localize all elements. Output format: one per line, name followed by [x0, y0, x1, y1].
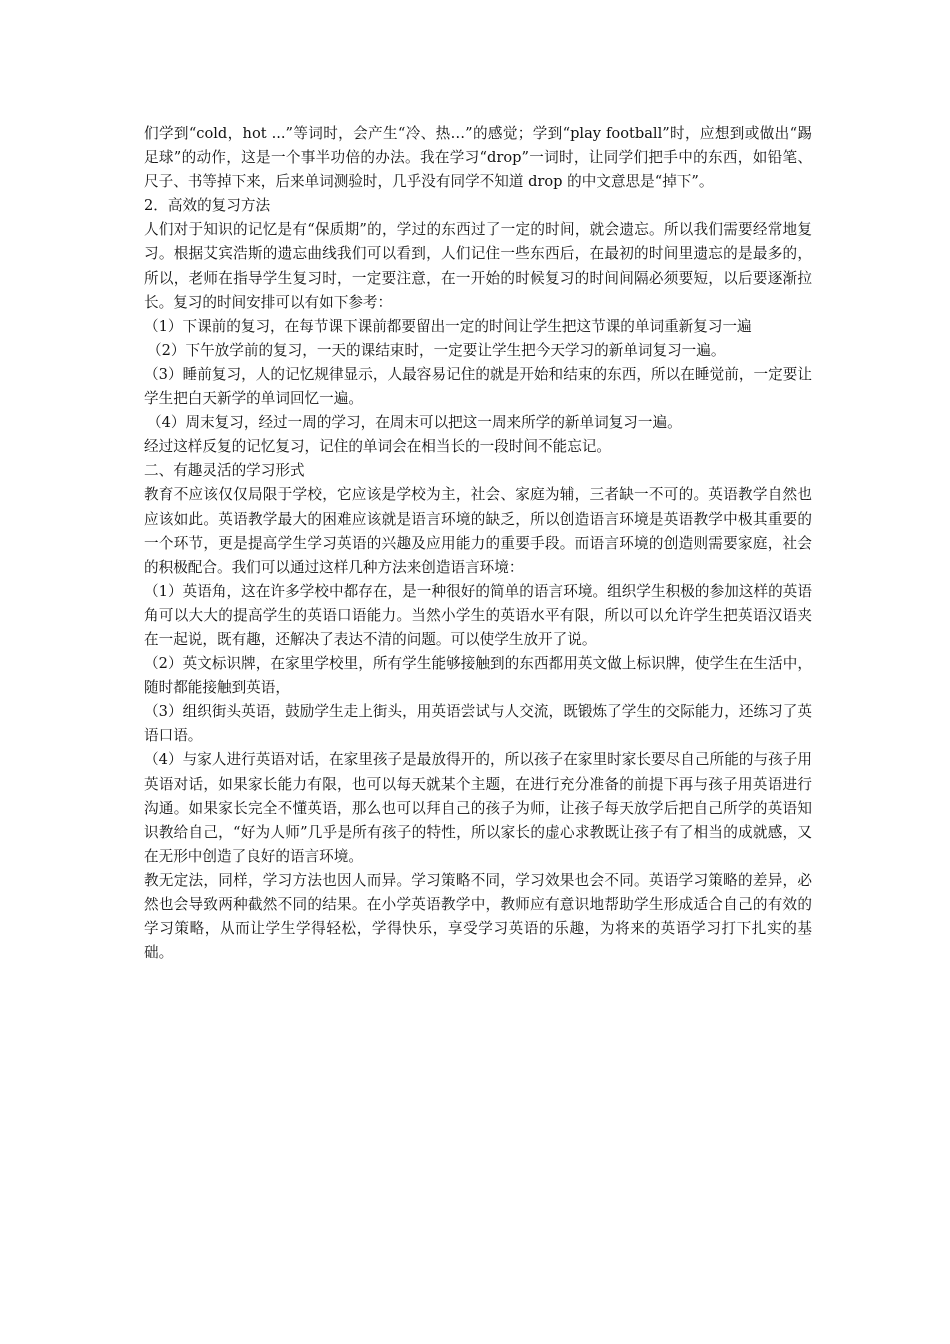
paragraph-conclusion: 教无定法，同样，学习方法也因人而异。学习策略不同，学习效果也会不同。英语学习策略的差异，必然也会导致两种截然不同的结果。在小学英语教学中，教师应有意识地帮助学生形成适合自己的有效的学习策略，从而让学生学得轻松，学得快乐，享受学习英语的乐趣，为将来的英语学习打下扎实的基础。 — [144, 871, 812, 962]
document-body — [144, 122, 812, 965]
paragraph-environment-intro: 教育不应该仅仅局限于学校，它应该是学校为主，社会、家庭为辅，三者缺一不可的。英语教学自然也应该如此。英语教学最大的困难应该就是语言环境的缺乏，所以创造语言环境是英语教学中极其重要的一个环节，更是提高学生学习英语的兴趣及应用能力的重要手段。而语言环境的创造则需要家庭，社会的积极配合。我们可以通过这样几种方法来创造语言环境： — [144, 486, 812, 576]
paragraph-review-conclusion: 经过这样反复的记忆复习，记住的单词会在相当长的一段时间不能忘记。 — [144, 438, 612, 456]
paragraph-review-intro: 人们对于知识的记忆是有“保质期”的，学过的东西过了一定的时间，就会遗忘。所以我们需要经常地复习。根据艾宾浩斯的遗忘曲线我们可以看到，人们记住一些东西后，在最初的时间里遗忘的是最多的，所以，老师在指导学生复习时，一定要注意，在一开始的时候复习的时间间隔必须要短，以后要逐渐拉长。复习的时间安排可以有如下参考： — [144, 221, 812, 311]
list-item-environment-3: （3）组织街头英语，鼓励学生走上街头，用英语尝试与人交流，既锻炼了学生的交际能力，还练习了英语口语。 — [144, 703, 812, 745]
paragraph-intro-continuation: 们学到“cold，hot ...”等词时，会产生“冷、热…”的感觉；学到“play football”时，应想到或做出“踢足球”的动作，这是一个事半功倍的办法。我在学习“drop”一词时，让同学们把手中的东西，如铅笔、尺子、书等掉下来，后来单词测验时，几乎没有同学不知道 drop 的中文意思是“掉下”。 — [144, 125, 812, 191]
section-heading-learning-forms: 二、有趣灵活的学习形式 — [144, 462, 305, 480]
list-item-environment-1: （1）英语角，这在许多学校中都存在，是一种很好的简单的语言环境。组织学生积极的参加这样的英语角可以大大的提高学生的英语口语能力。当然小学生的英语水平有限，所以可以允许学生把英语汉语夹在一起说，既有趣，还解决了表达不清的问题。可以使学生放开了说。 — [144, 582, 812, 648]
list-item-environment-4: （4）与家人进行英语对话，在家里孩子是最放得开的，所以孩子在家里时家长要尽自己所能的与孩子用英语对话，如果家长能力有限，也可以每天就某个主题，在进行充分准备的前提下再与孩子用英语进行沟通。如果家长完全不懂英语，那么也可以拜自己的孩子为师，让孩子每天放学后把自己所学的英语知识教给自己，“好为人师”几乎是所有孩子的特性，所以家长的虚心求教既让孩子有了相当的成就感，又在无形中创造了良好的语言环境。 — [144, 751, 812, 865]
list-item-review-4: （4）周末复习，经过一周的学习，在周末可以把这一周来所学的新单词复习一遍。 — [147, 414, 682, 432]
list-item-review-3: （3）睡前复习，人的记忆规律显示，人最容易记住的就是开始和结束的东西，所以在睡觉前，一定要让学生把白天新学的单词回忆一遍。 — [144, 365, 812, 408]
section-heading-review-method: 2．高效的复习方法 — [144, 197, 271, 215]
list-item-review-2: （2）下午放学前的复习，一天的课结束时，一定要让学生把今天学习的新单词复习一遍。 — [147, 341, 726, 359]
list-item-environment-2: （2）英文标识牌，在家里学校里，所有学生能够接触到的东西都用英文做上标识牌，使学生在生活中，随时都能接触到英语， — [144, 655, 812, 697]
list-item-review-1: （1）下课前的复习，在每节课下课前都要留出一定的时间让学生把这节课的单词重新复习一遍 — [144, 317, 752, 335]
